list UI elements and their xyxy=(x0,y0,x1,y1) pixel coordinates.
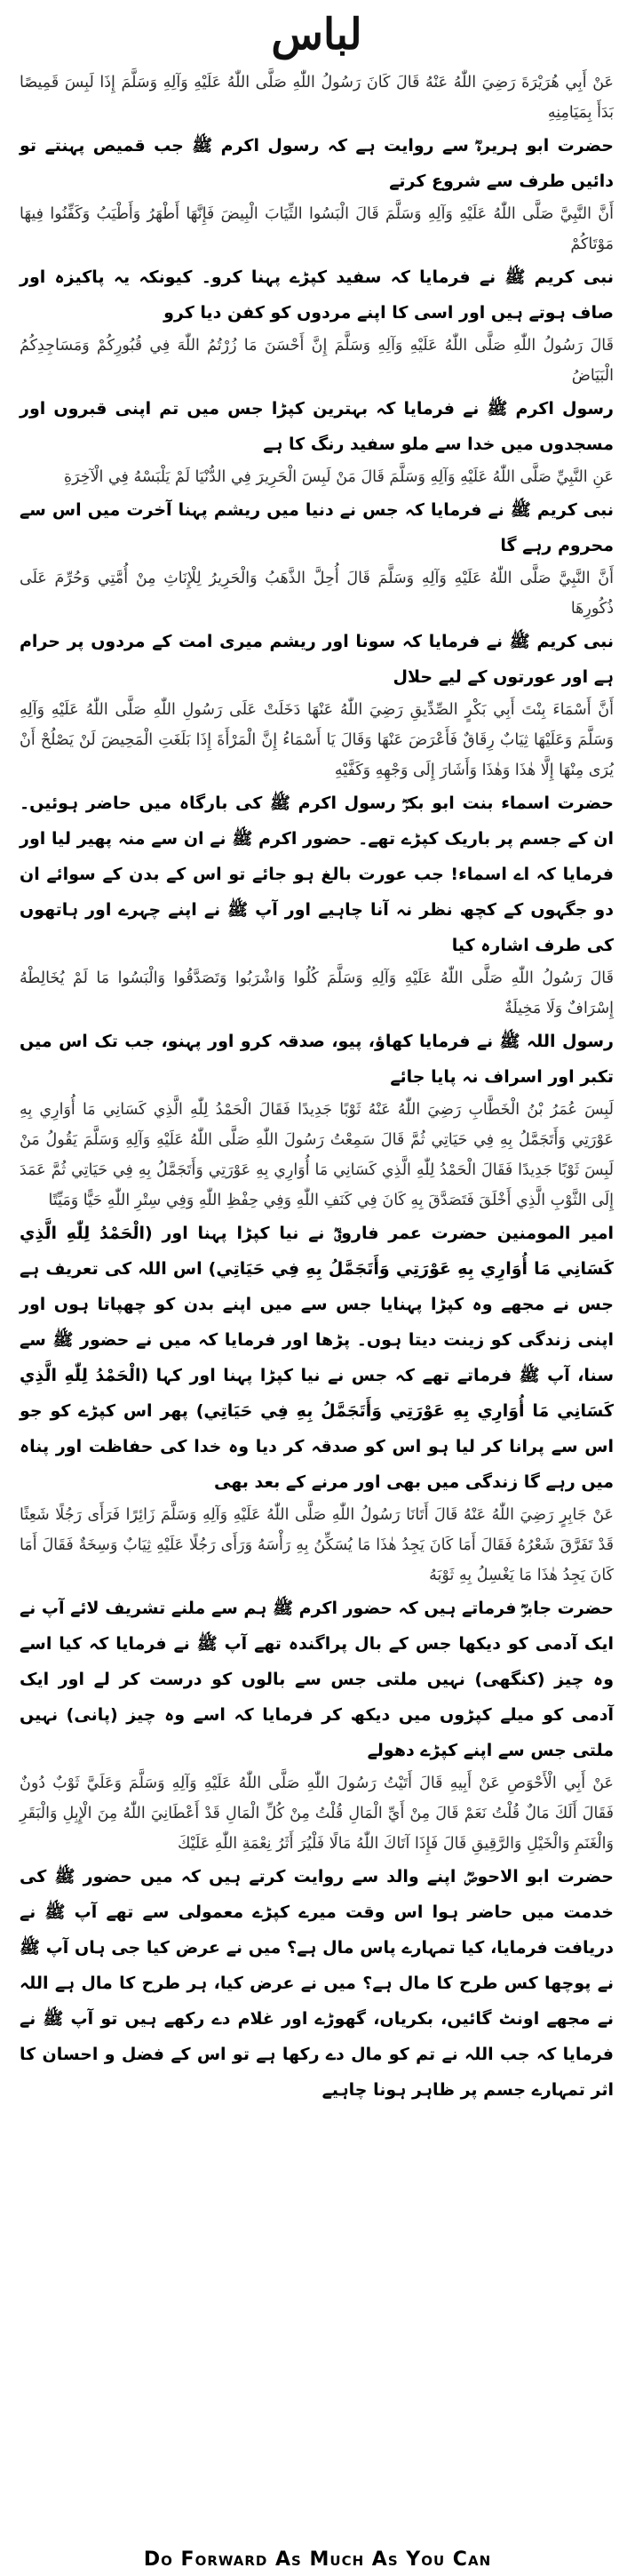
page-title: لباس xyxy=(271,10,362,60)
hadith-arabic-text: أَنَّ النَّبِيَّ صَلَّى اللّٰهُ عَلَيْهِ وَآلِهِ وَسَلَّمَ قَالَ أُحِلَّ الذَّهَبُ وَالْحَرِيرُ لِلْإِنَاثِ مِنْ أُمَّتِي وَحُرِّمَ عَلَى ذُكُورِهَا xyxy=(20,570,614,618)
hadith-urdu-translation: حضرت اسماء بنت ابو بکرؓ رسول اکرم ﷺ کی بارگاہ میں حاضر ہوئیں۔ ان کے جسم پر باریک کپڑے تھے۔ حضور اکرم ﷺ نے ان سے منہ پھیر لیا اور فرمایا کہ اے اسماء! جب عورت بالغ ہو جائے تو اس کے بدن کے سوائے ان دو جگہوں کے کچھ نظر نہ آنا چاہیے اور آپ ﷺ نے اپنے چہرے اور ہاتھوں کی طرف اشارہ کیا xyxy=(20,794,614,955)
hadith-urdu-translation: نبی کریم ﷺ نے فرمایا کہ سونا اور ریشم میری امت کے مردوں پر حرام ہے اور عورتوں کے لیے حلال xyxy=(20,632,614,687)
hadith-arabic-text: قَالَ رَسُولُ اللّٰهِ صَلَّى اللّٰهُ عَلَيْهِ وَآلِهِ وَسَلَّمَ إِنَّ أَحْسَنَ مَا زُرْتُمُ اللّٰهَ فِي قُبُورِكُمْ وَمَسَاجِدِكُمُ الْبَيَاضُ xyxy=(20,337,614,385)
hadith-urdu-translation: نبی کریم ﷺ نے فرمایا کہ سفید کپڑے پہنا کرو۔ کیونکہ یہ پاکیزہ اور صاف ہوتے ہیں اور اسی کا اپنے مردوں کو کفن دیا کرو xyxy=(20,267,614,323)
hadith-arabic-text: عَنِ النَّبِيِّ صَلَّى اللّٰهُ عَلَيْهِ وَآلِهِ وَسَلَّمَ قَالَ مَنْ لَبِسَ الْحَرِيرَ فِي الدُّنْيَا لَمْ يَلْبَسْهُ فِي الْآخِرَةِ xyxy=(63,468,614,486)
hadith-urdu-translation: نبی کریم ﷺ نے فرمایا کہ جس نے دنیا میں ریشم پہنا آخرت میں اس سے محروم رہے گا xyxy=(20,500,614,555)
hadith-arabic-text: أَنَّ النَّبِيَّ صَلَّى اللّٰهُ عَلَيْهِ وَآلِهِ وَسَلَّمَ قَالَ الْبَسُوا الثِّيَابَ الْبِيضَ فَإِنَّهَا أَطْهَرُ وَأَطْيَبُ وَكَفِّنُوا فِيهَا مَوْتَاكُمْ xyxy=(20,205,614,253)
hadith-urdu-translation: رسول اللہ ﷺ نے فرمایا کھاؤ، پیو، صدقہ کرو اور پہنو، جب تک اس میں تکبر اور اسراف نہ پایا جائے xyxy=(20,1032,614,1087)
hadith-urdu-translation: امیر المومنین حضرت عمر فاروقؓ نے نیا کپڑا پہنا اور (الْحَمْدُ لِلّٰهِ الَّذِي كَسَانِي مَا أُوَارِي بِهِ عَوْرَتِي وَأَتَجَمَّلُ بِهِ فِي حَيَاتِي) اس اللہ کی تعریف ہے جس نے مجھے وہ کپڑا پہنایا جس سے میں اپنے بدن کو چھپاتا ہوں اور اپنی زندگی کو زینت دیتا ہوں۔ پڑھا اور فرمایا کہ میں نے حضور ﷺ سے سنا، آپ ﷺ فرماتے تھے کہ جس نے نیا کپڑا پہنا اور کہا (الْحَمْدُ لِلّٰهِ الَّذِي كَسَانِي مَا أُوَارِي بِهِ عَوْرَتِي وَأَتَجَمَّلُ بِهِ فِي حَيَاتِي) پھر اس کپڑے کو جو اس سے پرانا کر لیا ہو اس کو صدقہ کر دیا وہ خدا کی حفاظت اور پناہ میں رہے گا زندگی میں بھی اور مرنے کے بعد بھی xyxy=(20,1224,614,1492)
hadith-arabic-text: عَنْ جَابِرٍ رَضِيَ اللّٰهُ عَنْهُ قَالَ أَتَانَا رَسُولُ اللّٰهِ صَلَّى اللّٰهُ عَلَيْهِ وَآلِهِ وَسَلَّمَ زَائِرًا فَرَأَى رَجُلًا شَعِثًا قَدْ تَفَرَّقَ شَعْرُهُ فَقَالَ أَمَا كَانَ يَجِدُ هٰذَا مَا يُسَكِّنُ بِهِ رَأْسَهُ وَرَأَى رَجُلًا عَلَيْهِ ثِيَابٌ وَسِخَةٌ فَقَالَ أَمَا كَانَ يَجِدُ هٰذَا مَا يَغْسِلُ بِهِ ثَوْبَهُ xyxy=(20,1506,614,1584)
document-body xyxy=(20,68,614,2108)
hadith-urdu-translation: حضرت ابو ہریرہؓ سے روایت ہے کہ رسول اکرم ﷺ جب قمیص پہنتے تو دائیں طرف سے شروع کرتے xyxy=(20,136,614,191)
hadith-arabic-text: أَنَّ أَسْمَاءَ بِنْتَ أَبِي بَكْرٍ الصِّدِّيقِ رَضِيَ اللّٰهُ عَنْهَا دَخَلَتْ عَلَى رَسُولِ اللّٰهِ صَلَّى اللّٰهُ عَلَيْهِ وَآلِهِ وَسَلَّمَ وَعَلَيْهَا ثِيَابٌ رِقَاقٌ فَأَعْرَضَ عَنْهَا وَقَالَ يَا أَسْمَاءُ إِنَّ الْمَرْأَةَ إِذَا بَلَغَتِ الْمَحِيضَ لَنْ يَصْلُحْ أَنْ يُرَى مِنْهَا إِلَّا هٰذَا وَهٰذَا وَأَشَارَ إِلَى وَجْهِهِ وَكَفَّيْهِ xyxy=(20,701,614,779)
hadith-arabic-text: قَالَ رَسُولُ اللّٰهِ صَلَّى اللّٰهُ عَلَيْهِ وَآلِهِ وَسَلَّمَ كُلُوا وَاشْرَبُوا وَتَصَدَّقُوا وَالْبَسُوا مَا لَمْ يُخَالِطْهُ إِسْرَافٌ وَلَا مَخِيلَةٌ xyxy=(20,969,614,1017)
hadith-arabic-text: عَنْ أَبِي هُرَيْرَةَ رَضِيَ اللّٰهُ عَنْهُ قَالَ كَانَ رَسُولُ اللّٰهِ صَلَّى اللّٰهُ عَلَيْهِ وَآلِهِ وَسَلَّمَ إِذَا لَبِسَ قَمِيصًا بَدَأَ بِمَيَامِنِهِ xyxy=(20,74,614,122)
hadith-urdu-translation: حضرت جابرؓ فرماتے ہیں کہ حضور اکرم ﷺ ہم سے ملنے تشریف لائے آپ نے ایک آدمی کو دیکھا جس کے بال پراگندہ تھے آپ ﷺ نے فرمایا کہ کیا اسے وہ چیز (کنگھی) نہیں ملتی جس سے بالوں کو درست کر لے اور ایک آدمی کو میلے کپڑوں میں دیکھ کر فرمایا کہ اسے وہ چیز (پانی) نہیں ملتی جس سے اپنے کپڑے دھولے xyxy=(20,1599,614,1760)
hadith-urdu-translation: حضرت ابو الاحوصؓ اپنے والد سے روایت کرتے ہیں کہ میں حضور ﷺ کی خدمت میں حاضر ہوا اس وقت میرے کپڑے معمولی سے تھے آپ ﷺ نے دریافت فرمایا، کیا تمہارے پاس مال ہے؟ میں نے عرض کیا جی ہاں آپ ﷺ نے پوچھا کس طرح کا مال ہے؟ میں نے عرض کیا، ہر طرح کا مال ہے اللہ نے مجھے اونٹ گائیں، بکریاں، گھوڑے اور غلام دے رکھے ہیں تو آپ ﷺ نے فرمایا کہ جب اللہ نے تم کو مال دے رکھا ہے تو اس کے فضل و احسان کا اثر تمہارے جسم پر ظاہر ہونا چاہیے xyxy=(20,1867,614,2100)
footer-slogan: Do Forward As Much As You Can xyxy=(143,2548,492,2571)
hadith-arabic-text: عَنْ أَبِي الْأَحْوَصِ عَنْ أَبِيهِ قَالَ أَتَيْتُ رَسُولَ اللّٰهِ صَلَّى اللّٰهُ عَلَيْهِ وَآلِهِ وَسَلَّمَ وَعَلَيَّ ثَوْبٌ دُونٌ فَقَالَ أَلَكَ مَالٌ قُلْتُ نَعَمْ قَالَ مِنْ أَيِّ الْمَالِ قُلْتُ مِنْ كُلِّ الْمَالِ قَدْ أَعْطَانِيَ اللّٰهُ مِنَ الْإِبِلِ وَالْبَقَرِ وَالْغَنَمِ وَالْخَيْلِ وَالرَّقِيقِ قَالَ فَإِذَا آتَاكَ اللّٰهُ مَالًا فَلْيُرَ أَثَرُ نِعْمَةِ اللّٰهِ عَلَيْكَ xyxy=(20,1774,614,1853)
hadith-arabic-text: لَبِسَ عُمَرُ بْنُ الْخَطَّابِ رَضِيَ اللّٰهُ عَنْهُ ثَوْبًا جَدِيدًا فَقَالَ الْحَمْدُ لِلّٰهِ الَّذِي كَسَانِي مَا أُوَارِي بِهِ عَوْرَتِي وَأَتَجَمَّلُ بِهِ فِي حَيَاتِي ثُمَّ قَالَ سَمِعْتُ رَسُولَ اللّٰهِ صَلَّى اللّٰهُ عَلَيْهِ وَآلِهِ وَسَلَّمَ يَقُولُ مَنْ لَبِسَ ثَوْبًا جَدِيدًا فَقَالَ الْحَمْدُ لِلّٰهِ الَّذِي كَسَانِي مَا أُوَارِي بِهِ عَوْرَتِي وَأَتَجَمَّلُ بِهِ فِي حَيَاتِي ثُمَّ عَمَدَ إِلَى الثَّوْبِ الَّذِي أَخْلَقَ فَتَصَدَّقَ بِهِ كَانَ فِي كَنَفِ اللّٰهِ وَفِي حِفْظِ اللّٰهِ وَفِي سِتْرِ اللّٰهِ حَيًّا وَمَيِّتًا xyxy=(20,1101,614,1209)
hadith-urdu-translation: رسول اکرم ﷺ نے فرمایا کہ بہترین کپڑا جس میں تم اپنی قبروں اور مسجدوں میں خدا سے ملو سفید رنگ کا ہے xyxy=(20,399,614,454)
